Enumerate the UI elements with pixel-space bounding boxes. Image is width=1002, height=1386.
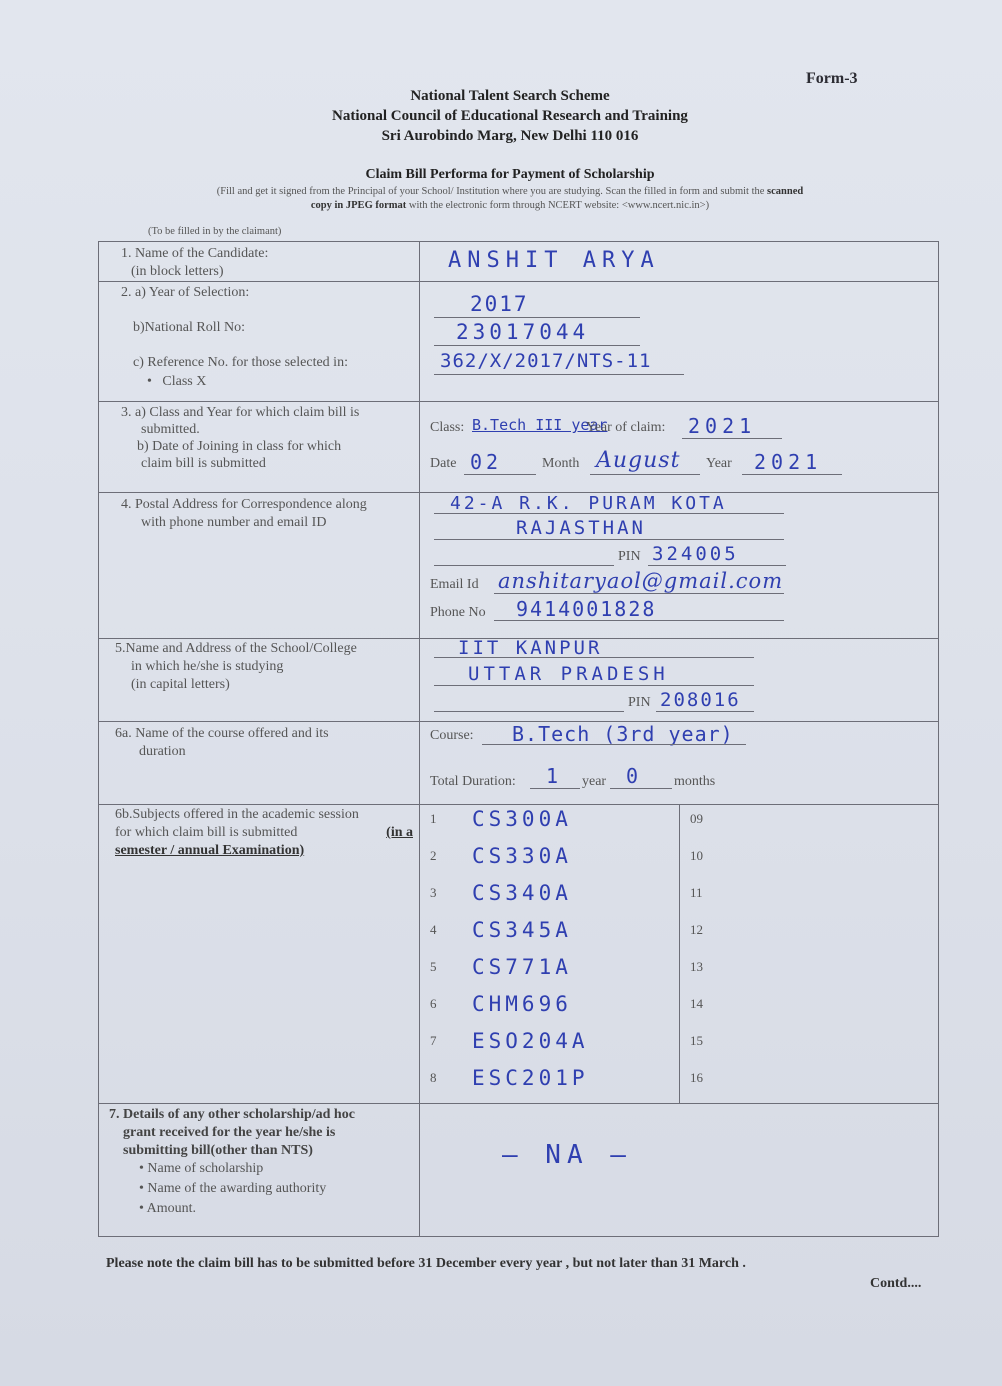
duration-years-value: 1 [546, 764, 561, 788]
label-school-c: (in capital letters) [131, 677, 230, 692]
label-class-year-a1: 3. a) Class and Year for which claim bill is [121, 405, 360, 420]
underline-year-2 [742, 474, 842, 475]
subjects-left-cell [420, 805, 680, 1104]
underline-phone [494, 620, 784, 621]
row-other-scholarship [99, 1104, 939, 1237]
label-cell-4 [99, 493, 420, 639]
class-value: B.Tech III year [472, 416, 608, 434]
label-school-a: 5.Name and Address of the School/College [115, 641, 357, 656]
to-be-filled-note: (To be filled in by the claimant) [148, 226, 282, 237]
label-school-b: in which he/she is studying [131, 659, 284, 674]
underline-reference [434, 374, 684, 375]
subject-code: CS345A [472, 918, 572, 942]
label-cell-6a [99, 722, 420, 805]
course-value: B.Tech (3rd year) [512, 722, 734, 746]
label-class-x-text: Class X [162, 374, 207, 389]
label-cell-2 [99, 282, 420, 402]
email-label: Email Id [430, 577, 479, 592]
school-line-2: UTTAR PRADESH [468, 663, 669, 685]
underline-school-1 [434, 657, 754, 658]
subject-slot-number: 13 [690, 959, 703, 974]
contd-label: Contd.... [870, 1276, 922, 1291]
subject-row [420, 1068, 679, 1105]
header-line-1: National Talent Search Scheme [410, 88, 610, 104]
subject-row [420, 920, 679, 957]
label-class-x: • Class X [147, 374, 207, 389]
label-subjects-d: semester / annual Examination) [115, 843, 305, 858]
instructions-scanned: scanned [767, 186, 804, 197]
subject-number: 8 [430, 1070, 437, 1085]
school-pin-label: PIN [628, 695, 651, 710]
subject-number: 3 [430, 885, 437, 900]
duration-label: Total Duration: [430, 774, 516, 789]
value-cell-4 [420, 493, 939, 639]
pin-value: 324005 [652, 543, 739, 565]
value-cell-7 [420, 1104, 939, 1237]
label-subjects-c: (in a [386, 825, 413, 840]
label-course-a: 6a. Name of the course offered and its [115, 726, 329, 741]
label-reference: c) Reference No. for those selected in: [133, 355, 348, 370]
header-line-3: Sri Aurobindo Marg, New Delhi 110 016 [381, 128, 639, 144]
label-subjects-b: for which claim bill is submitted [115, 825, 298, 840]
underline-month [590, 474, 700, 475]
underline-duration-months [610, 788, 672, 789]
label-roll-no: b)National Roll No: [133, 320, 245, 335]
year-claim-value: 2021 [688, 414, 757, 438]
instructions-line-2 [120, 200, 900, 211]
subject-number: 1 [430, 811, 437, 826]
form-title: Claim Bill Performa for Payment of Scholarship [365, 167, 655, 182]
email-value: anshitaryaol@gmail.com [498, 569, 784, 593]
underline-school-pin [656, 711, 754, 712]
subject-number: 5 [430, 959, 437, 974]
year-selection-value: 2017 [470, 292, 529, 316]
other-scholarship-value: — NA — [502, 1140, 632, 1170]
label-joining-b1: b) Date of Joining in class for which [137, 439, 342, 454]
subject-row [420, 883, 679, 920]
submission-note: Please note the claim bill has to be submitted before 31 December every year , but not later than 31 March . [106, 1256, 746, 1271]
subject-row [420, 846, 679, 883]
label-subjects-a: 6b.Subjects offered in the academic session [115, 807, 359, 822]
instructions-text-1: (Fill and get it signed from the Principal of your School/ Institution where you are studying. Scan the filled in form and submit the [216, 186, 765, 197]
instructions-website: <www.ncert.nic.in>) [621, 200, 710, 211]
reference-value: 362/X/2017/NTS-11 [440, 350, 652, 372]
underline-year-claim [682, 438, 782, 439]
subject-row [420, 809, 679, 846]
school-pin-value: 208016 [660, 689, 741, 711]
phone-value: 9414001828 [516, 597, 657, 621]
year-claim-label: Year of claim: [586, 420, 666, 435]
year-label: Year [706, 456, 732, 471]
underline-address-1 [434, 513, 784, 514]
label-cell-5 [99, 639, 420, 722]
subject-code: ESO204A [472, 1029, 589, 1053]
label-other-bullet3-text: Amount. [146, 1201, 197, 1216]
row-subjects [99, 805, 939, 1104]
label-year-selection: 2. a) Year of Selection: [121, 285, 250, 300]
row-selection [99, 282, 939, 402]
label-other-bullet2: • Name of the awarding authority [139, 1181, 327, 1196]
label-postal-a: 4. Postal Address for Correspondence along [121, 497, 367, 512]
subject-code: CS340A [472, 881, 572, 905]
month-value: August [596, 448, 681, 473]
row-candidate-name [99, 242, 939, 282]
phone-label: Phone No [430, 605, 486, 620]
underline-email [494, 593, 784, 594]
subject-slot-number: 10 [690, 848, 703, 863]
claim-form-table [98, 241, 939, 1237]
row-postal-address [99, 493, 939, 639]
row-school [99, 639, 939, 722]
course-label: Course: [430, 728, 474, 743]
header-line-2: National Council of Educational Research and Training [332, 108, 688, 124]
value-cell-1 [420, 242, 939, 282]
subject-code: CS300A [472, 807, 572, 831]
label-cell-6b [99, 805, 420, 1104]
subject-number: 4 [430, 922, 437, 937]
months-word: months [674, 774, 716, 789]
underline-duration-years [530, 788, 580, 789]
address-line-2: RAJASTHAN [516, 517, 646, 539]
row-class-year [99, 402, 939, 493]
subject-number: 2 [430, 848, 437, 863]
roll-no-value: 23017044 [456, 320, 590, 344]
subject-slot-number: 16 [690, 1070, 703, 1085]
underline-course [482, 744, 746, 745]
label-other-bullet3: • Amount. [139, 1201, 197, 1216]
value-cell-6a [420, 722, 939, 805]
instructions-text-2: with the electronic form through NCERT website: [408, 200, 620, 211]
label-cell-1 [99, 242, 420, 282]
subject-slot-number: 12 [690, 922, 703, 937]
value-cell-3 [420, 402, 939, 493]
label-block-letters: (in block letters) [131, 264, 224, 279]
underline-date [464, 474, 536, 475]
subject-row [420, 957, 679, 994]
label-other-bullet1: • Name of scholarship [139, 1161, 264, 1176]
month-label: Month [542, 456, 580, 471]
instructions-line-1 [120, 186, 900, 197]
subject-code: CHM696 [472, 992, 572, 1016]
subject-slot-number: 15 [690, 1033, 703, 1048]
school-line-1: IIT KANPUR [458, 637, 603, 659]
underline-address-3 [434, 565, 614, 566]
form-number: Form-3 [806, 70, 858, 87]
subject-code: CS330A [472, 844, 572, 868]
underline-year [434, 317, 640, 318]
underline-roll [434, 345, 640, 346]
class-label: Class: [430, 420, 465, 435]
underline-pin [648, 565, 786, 566]
label-cell-3 [99, 402, 420, 493]
label-other-b: grant received for the year he/she is [123, 1125, 336, 1140]
subject-slot-number: 09 [690, 811, 703, 826]
subjects-right-cell [680, 805, 939, 1104]
label-course-b: duration [139, 744, 186, 759]
subject-code: ESC201P [472, 1066, 589, 1090]
subject-slot-number: 14 [690, 996, 703, 1011]
label-other-bullet2-text: Name of the awarding authority [147, 1181, 327, 1196]
underline-address-2 [434, 539, 784, 540]
candidate-name-value: ANSHIT ARYA [448, 248, 660, 273]
row-course [99, 722, 939, 805]
duration-months-value: 0 [626, 764, 641, 788]
subject-slot-number: 11 [690, 885, 703, 900]
subject-row [420, 1031, 679, 1068]
underline-school-2 [434, 685, 754, 686]
label-joining-b2: claim bill is submitted [141, 456, 266, 471]
label-subjects-b-row [99, 824, 419, 842]
year-value: 2021 [754, 450, 823, 474]
subject-code: CS771A [472, 955, 572, 979]
label-name: 1. Name of the Candidate: [121, 246, 269, 261]
subject-number: 6 [430, 996, 437, 1011]
year-word: year [582, 774, 607, 789]
date-value: 02 [470, 450, 503, 474]
label-other-bullet1-text: Name of scholarship [147, 1161, 264, 1176]
label-other-c: submitting bill(other than NTS) [123, 1143, 313, 1158]
underline-school-3 [434, 711, 624, 712]
date-label: Date [430, 456, 457, 471]
instructions-jpeg: copy in JPEG format [310, 200, 407, 211]
label-cell-7 [99, 1104, 420, 1237]
label-class-year-a2: submitted. [141, 422, 200, 437]
label-other-a: 7. Details of any other scholarship/ad hoc [109, 1107, 355, 1122]
subject-number: 7 [430, 1033, 437, 1048]
value-cell-5 [420, 639, 939, 722]
value-cell-2 [420, 282, 939, 402]
address-line-1: 42-A R.K. PURAM KOTA [450, 493, 727, 514]
subject-row [420, 994, 679, 1031]
pin-label: PIN [618, 549, 641, 564]
label-postal-b: with phone number and email ID [141, 515, 327, 530]
